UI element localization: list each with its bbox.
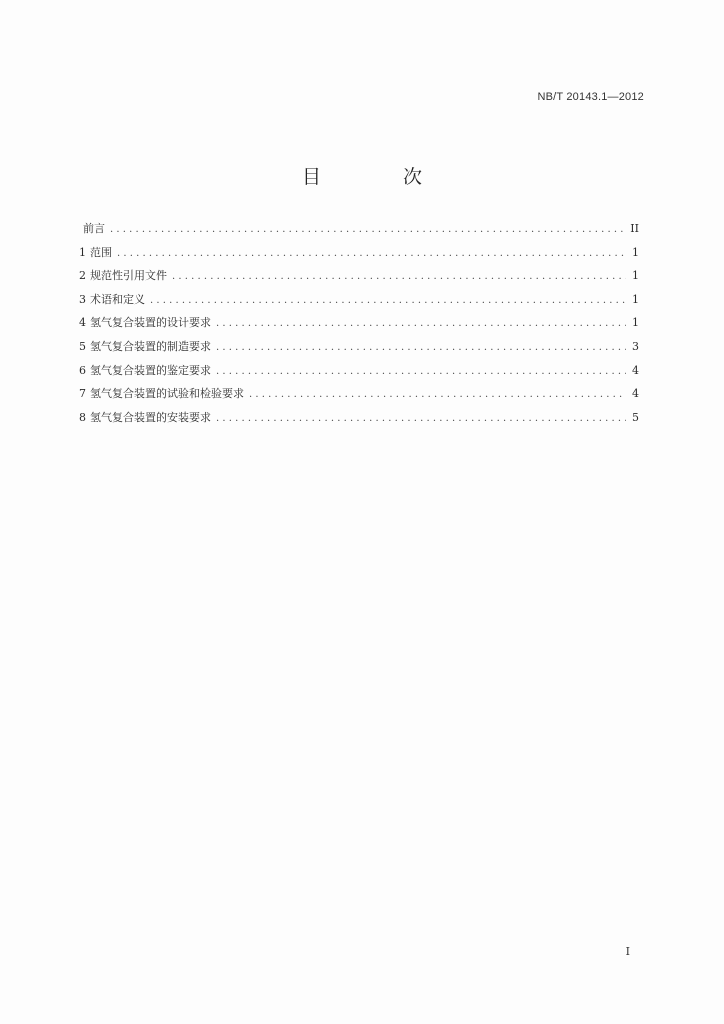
toc-entry-label [79, 364, 211, 378]
toc-entry-qualification-requirements[interactable] [79, 364, 639, 388]
toc-entry-page: 4 [632, 363, 639, 377]
toc-dot-leader [216, 317, 626, 331]
toc-entry-text: 氢气复合装置的设计要求 [90, 316, 211, 330]
toc-dot-leader [172, 270, 626, 284]
toc-title: 目 次 [301, 166, 461, 188]
toc-entry-label [79, 387, 244, 401]
toc-dot-leader [110, 223, 625, 237]
toc-entry-text: 前言 [83, 222, 105, 235]
toc-entry-page: 1 [632, 292, 639, 306]
toc-entry-label [79, 269, 167, 283]
toc-dot-leader [216, 412, 626, 426]
toc-dot-leader [150, 294, 626, 308]
toc-entry-text: 氢气复合装置的制造要求 [90, 339, 211, 353]
toc-dot-leader [216, 365, 626, 379]
toc-entry-installation-requirements[interactable] [79, 411, 639, 435]
toc-entry-scope[interactable] [79, 246, 639, 270]
toc-entry-page: 5 [632, 410, 639, 424]
toc-entry-text: 氢气复合装置的试验和检验要求 [90, 387, 244, 401]
toc-entry-text: 规范性引用文件 [90, 269, 167, 283]
toc-entry-text: 氢气复合装置的安装要求 [90, 410, 211, 424]
toc-entry-label [79, 411, 211, 425]
toc-entry-number: 8 [79, 410, 86, 424]
toc-entry-number: 6 [79, 363, 86, 377]
toc-entry-normative-references[interactable] [79, 269, 639, 293]
toc-entry-label [79, 246, 112, 260]
toc-entry-label [79, 340, 211, 354]
toc-entry-number: 3 [79, 292, 86, 306]
toc-entry-text: 术语和定义 [90, 292, 145, 306]
toc-entry-number: 7 [79, 387, 86, 401]
toc-entry-test-inspection-requirements[interactable] [79, 387, 639, 411]
toc-entry-number: 1 [79, 245, 86, 259]
toc-entry-page: 4 [632, 387, 639, 401]
toc-entry-label [79, 316, 211, 330]
toc-dot-leader [249, 388, 626, 402]
toc-entry-manufacturing-requirements[interactable] [79, 340, 639, 364]
toc-entry-page: 1 [632, 245, 639, 259]
toc-entry-label [79, 293, 145, 307]
toc-entry-text: 范围 [90, 245, 112, 259]
toc-entry-number: 4 [79, 316, 86, 330]
toc-dot-leader [117, 247, 626, 261]
toc-entry-text: 氢气复合装置的鉴定要求 [90, 363, 211, 377]
standard-code: NB/T 20143.1—2012 [537, 91, 644, 103]
toc-entry-number: 2 [79, 269, 86, 283]
toc-entry-page: 1 [632, 269, 639, 283]
toc-entry-page: 3 [632, 339, 639, 353]
table-of-contents [79, 222, 639, 434]
toc-entry-foreword[interactable] [79, 222, 639, 246]
toc-entry-page: 1 [632, 316, 639, 330]
toc-entry-terms-definitions[interactable] [79, 293, 639, 317]
toc-dot-leader [216, 341, 626, 355]
toc-entry-design-requirements[interactable] [79, 316, 639, 340]
toc-entry-label [79, 222, 105, 236]
page-number: I [625, 945, 630, 958]
toc-entry-page: II [630, 222, 639, 235]
toc-entry-number: 5 [79, 339, 86, 353]
